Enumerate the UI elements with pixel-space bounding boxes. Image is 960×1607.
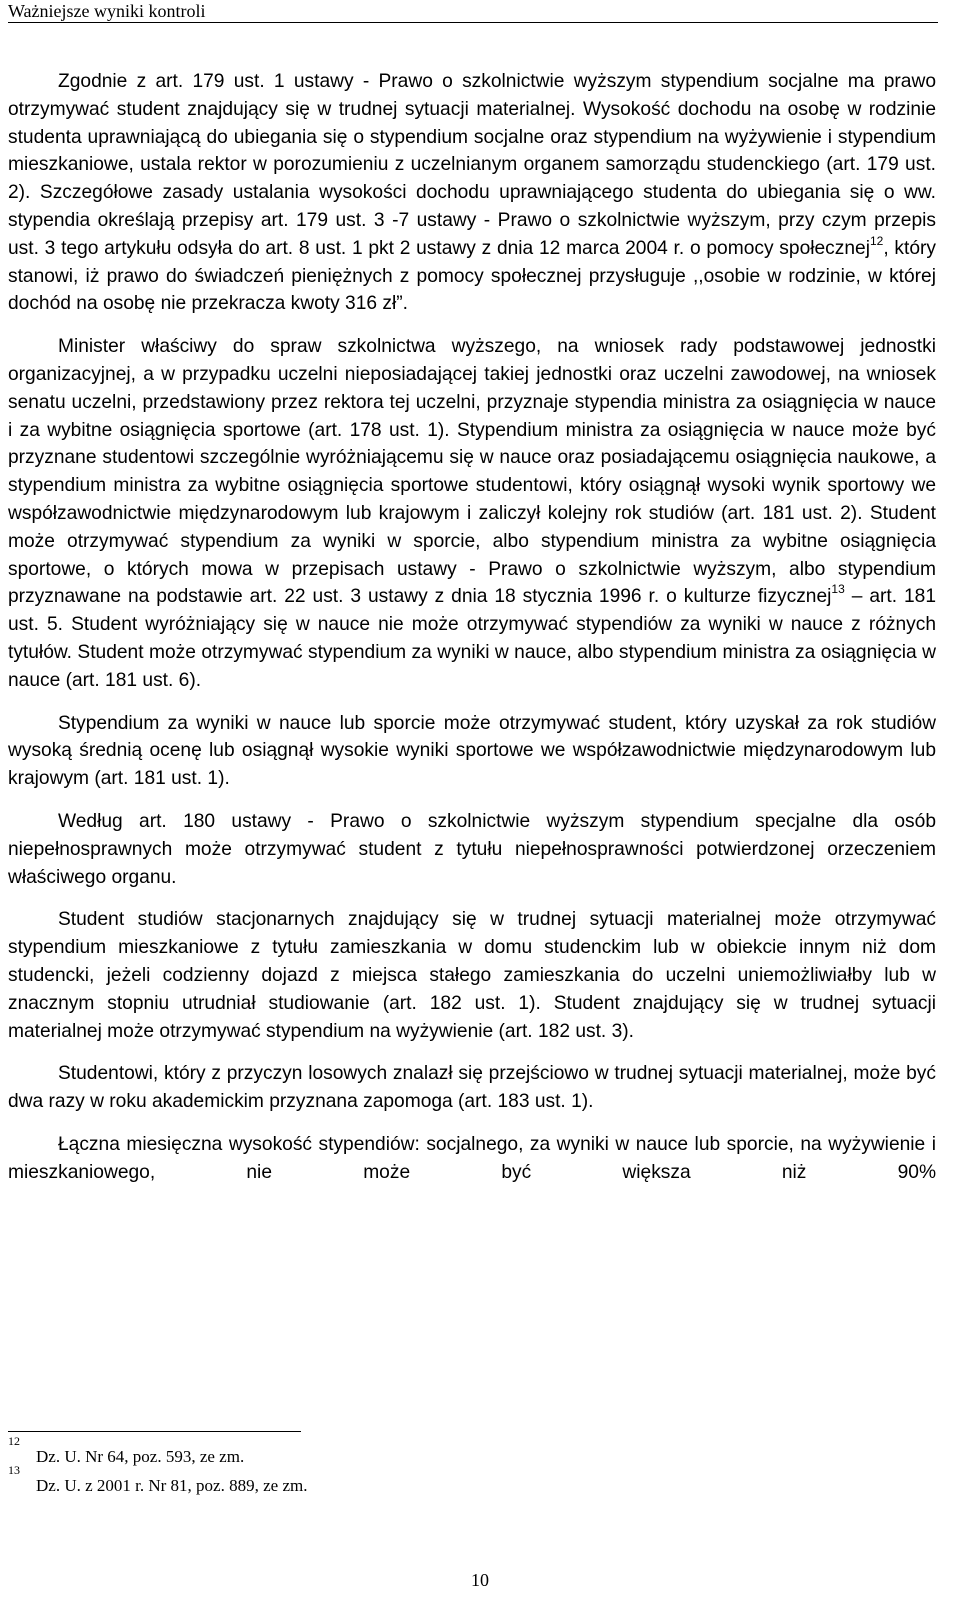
document-body [8,68,936,1201]
footnote-separator [8,1431,301,1432]
running-header: Ważniejsze wyniki kontroli [8,0,938,23]
footnote-number: 13 [8,1463,20,1477]
footnote-number: 12 [8,1434,20,1448]
footnotes [8,1434,908,1500]
paragraph: Zgodnie z art. 179 ust. 1 ustawy - Prawo o szkolnictwie wyższym stypendium socjalne ma prawo otrzymywać student znajdujący się w trudnej sytuacji materialnej. Wysokość dochodu na osobę w rodzinie studenta uprawniającą do ubiegania się o stypendium socjalne oraz stypendium na wyżywienie i stypendium mieszkaniowe, ustala rektor w porozumieniu z uczelnianym organem samorządu studenckiego (art. 179 ust. 2). Szczegółowe zasady ustalania wysokości dochodu uprawniającego studenta do ubiegania się o ww. stypendia określają przepisy art. 179 ust. 3 -7 ustawy - Prawo o szkolnictwie wyższym, przy czym przepis ust. 3 tego artykułu odsyła do art. 8 ust. 1 pkt 2 ustawy z dnia 12 marca 2004 r. o pomocy społecznej$^{12}$, który stanowi, iż prawo do świadczeń pieniężnych z pomocy społecznej przysługuje ,,osobie w rodzinie, w której dochód na osobę nie przekracza kwoty 316 zł”. [8,71,936,315]
paragraph: Stypendium za wyniki w nauce lub sporcie może otrzymywać student, który uzyskał za rok studiów wysoką średnią ocenę lub osiągnął wysokie wyniki sportowe we współzawodnictwie międzynarodowym lub krajowym (art. 181 ust. 1). [8,712,936,790]
paragraph: Minister właściwy do spraw szkolnictwa wyższego, na wniosek rady podstawowej jednostki organizacyjnej, a w przypadku uczelni nieposiadającej takiej jednostki oraz uczelni zawodowej, na wniosek senatu uczelni, przedstawiony przez rektora tej uczelni, przyznaje stypendia ministra za osiągnięcia w nauce i za wybitne osiągnięcia sportowe (art. 178 ust. 1). Stypendium ministra za osiągnięcia w nauce może być przyznane studentowi szczególnie wyróżniającemu się w nauce oraz posiadającemu osiągnięcia naukowe, a stypendium ministra za wybitne osiągnięcia sportowe studentowi, który osiągnął wysoki wynik sportowy we współzawodnictwie międzynarodowym lub krajowym i zaliczył kolejny rok studiów (art. 181 ust. 2). Student może otrzymywać stypendium za wyniki w sporcie, albo stypendium ministra za wybitne osiągnięcia sportowe, o których mowa w przepisach ustawy - Prawo o szkolnictwie wyższym, albo stypendium przyznawane na podstawie art. 22 ust. 3 ustawy z dnia 18 stycznia 1996 r. o kulturze fizycznej$^{13}$ – art. 181 ust. 5. Student wyróżniający się w nauce nie może otrzymywać stypendiów za wyniki w nauce z różnych tytułów. Student może otrzymywać stypendium za wyniki w nauce, albo stypendium ministra za osiągnięcia w nauce (art. 181 ust. 6). [8,336,936,691]
footnote-text: Dz. U. Nr 64, poz. 593, ze zm. [36,1447,245,1466]
paragraph: Student studiów stacjonarnych znajdujący się w trudnej sytuacji materialnej może otrzymywać stypendium mieszkaniowe z tytułu zamieszkania w domu studenckim lub w obiekcie innym niż dom studencki, jeżeli codzienny dojazd z miejsca stałego zamieszkania do uczelni uniemożliwiałby lub w znacznym stopniu utrudniał studiowanie (art. 182 ust. 1). Student znajdujący się w trudnej sytuacji materialnej może otrzymywać stypendium na wyżywienie (art. 182 ust. 3). [8,909,936,1042]
footnote-ref: 13 [831,582,845,597]
footnote-ref: 12 [869,233,884,248]
footnote-text: Dz. U. z 2001 r. Nr 81, poz. 889, ze zm. [36,1476,308,1495]
footnote [8,1463,908,1500]
paragraph: Studentowi, który z przyczyn losowych znalazł się przejściowo w trudnej sytuacji materialnej, może być dwa razy w roku akademickim przyznana zapomoga (art. 183 ust. 1). [8,1063,936,1113]
paragraph: Łączna miesięczna wysokość stypendiów: socjalnego, za wyniki w nauce lub sporcie, na wyżywienie i mieszkaniowego, nie może być większa niż 90% [8,1133,936,1183]
page-number: 10 [471,1570,489,1590]
footnote [8,1434,908,1471]
paragraph: Według art. 180 ustawy - Prawo o szkolnictwie wyższym stypendium specjalne dla osób niepełnosprawnych może otrzymywać student z tytułu niepełnosprawności potwierdzonej orzeczeniem właściwego organu. [8,810,936,888]
